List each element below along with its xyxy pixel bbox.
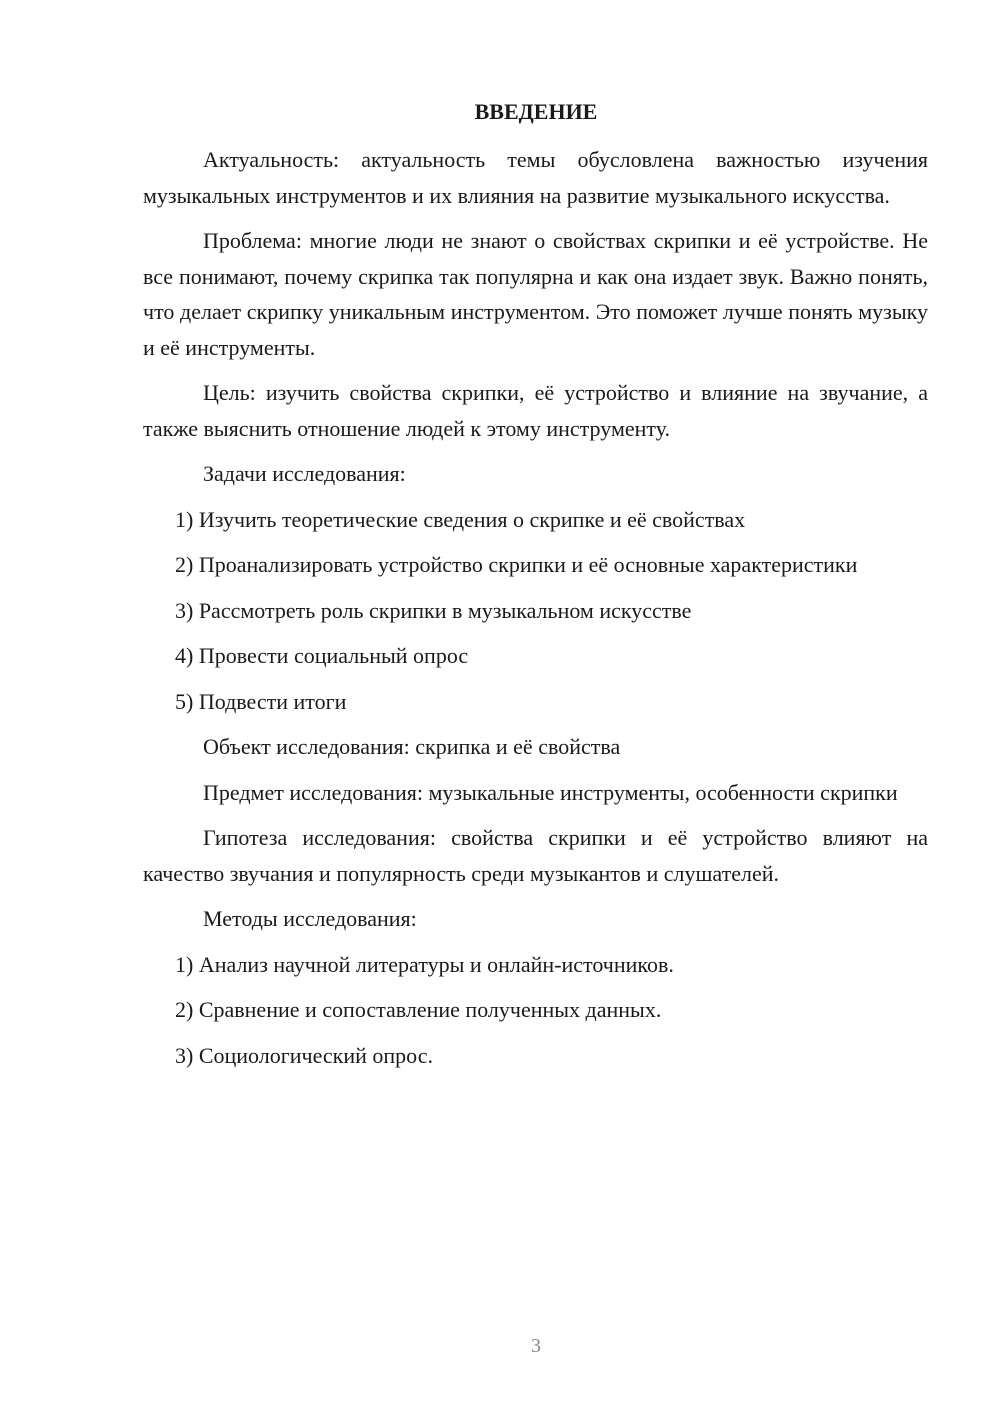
methods-heading: Методы исследования: (203, 906, 417, 931)
method-item: 1) Анализ научной литературы и онлайн-источников. (175, 951, 674, 977)
relevance-paragraph: Актуальность: актуальность темы обусловлена важностью изучения музыкальных инструментов и их влияния на развитие музыкального искусства. (143, 147, 928, 208)
research-hypothesis: Гипотеза исследования: свойства скрипки и её устройство влияют на качество звучания и популярность среди музыкантов и слушателей. (143, 825, 928, 886)
document-body (143, 142, 928, 1083)
research-subject: Предмет исследования: музыкальные инструменты, особенности скрипки (203, 779, 898, 805)
task-item: 5) Подвести итоги (175, 688, 347, 714)
research-object: Объект исследования: скрипка и её свойства (203, 734, 621, 759)
method-item: 3) Социологический опрос. (175, 1042, 433, 1068)
task-item: 3) Рассмотреть роль скрипки в музыкальном искусстве (175, 597, 692, 623)
task-item: 2) Проанализировать устройство скрипки и её основные характеристики (175, 552, 858, 577)
section-title: ВВЕДЕНИЕ (474, 99, 598, 124)
problem-paragraph: Проблема: многие люди не знают о свойствах скрипки и её устройстве. Не все понимают, почему скрипка так популярна и как она издает звук. Важно понять, что делает скрипку уникальным инструментом. Это поможет лучше понять музыку и её инструменты. (143, 228, 928, 360)
task-item: 1) Изучить теоретические сведения о скрипке и её свойствах (175, 506, 746, 532)
goal-paragraph: Цель: изучить свойства скрипки, её устройство и влияние на звучание, а также выяснить отношение людей к этому инструменту. (143, 380, 928, 441)
tasks-heading: Задачи исследования: (203, 461, 406, 486)
task-item: 4) Провести социальный опрос (175, 643, 469, 668)
page-number: 3 (531, 1335, 541, 1357)
method-item: 2) Сравнение и сопоставление полученных данных. (175, 997, 662, 1022)
